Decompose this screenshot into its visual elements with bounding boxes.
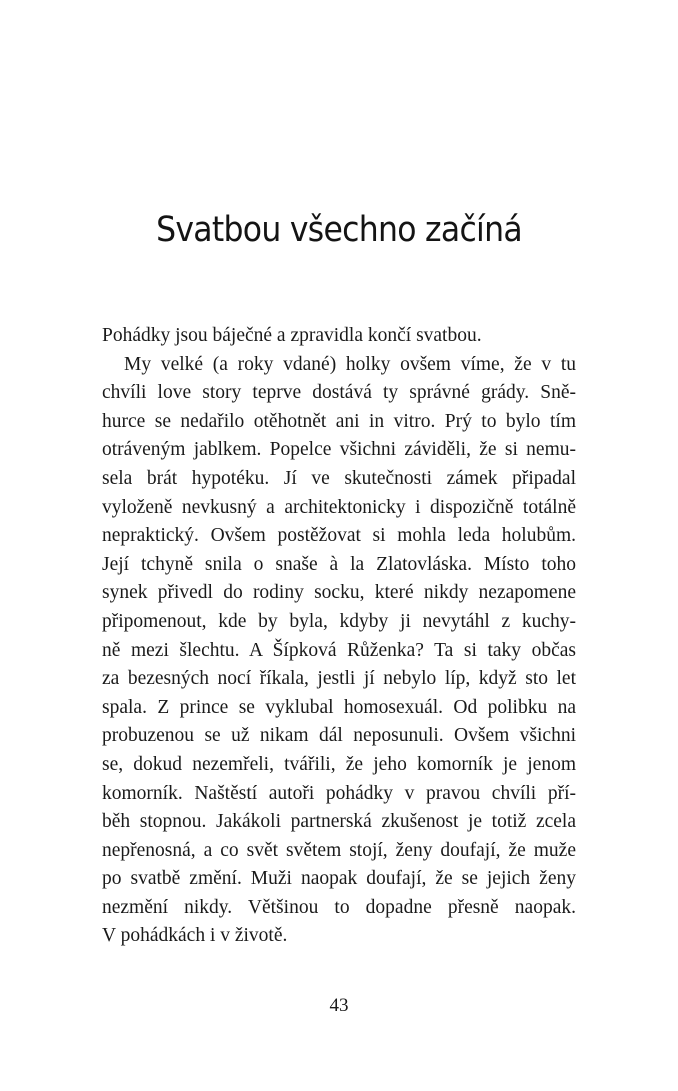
- page-number: 43: [329, 995, 349, 1016]
- text-line: nepřenosná, a co svět světem stojí, ženy doufají, že muže: [102, 839, 576, 861]
- text-line: běh stopnou. Jakákoli partnerská zkušenost je totiž zcela: [102, 811, 576, 833]
- text-line: synek přivedl do rodiny socku, které nikdy nezapomene: [102, 582, 576, 604]
- text-line: komorník. Naštěstí autoři pohádky v pravou chvíli pří-: [102, 782, 576, 804]
- text-line: nezmění nikdy. Většinou to dopadne přesně naopak.: [102, 896, 576, 918]
- text-line: otráveným jablkem. Popelce všichni záviděli, že si nemu-: [102, 439, 576, 461]
- text-line: nepraktický. Ovšem postěžovat si mohla leda holubům.: [102, 525, 576, 547]
- text-line: po svatbě změní. Muži naopak doufají, že se jejich ženy: [102, 868, 576, 890]
- text-line: Její tchyně snila o snaše à la Zlatovláska. Místo toho: [102, 553, 576, 575]
- text-line: připomenout, kde by byla, kdyby ji nevytáhl z kuchy-: [102, 610, 576, 632]
- text-line: spala. Z prince se vyklubal homosexuál. Od polibku na: [102, 696, 576, 718]
- text-line: My velké (a roky vdané) holky ovšem víme, že v tu: [124, 353, 576, 375]
- text-line: vyloženě nevkusný a architektonicky i dispozičně totálně: [102, 496, 576, 518]
- text-line: hurce se nedařilo otěhotnět ani in vitro. Prý to bylo tím: [102, 410, 576, 432]
- text-line: ně mezi šlechtu. A Šípková Růženka? Ta si taky občas: [102, 639, 576, 661]
- chapter-title: Svatbou všechno začíná: [156, 210, 522, 250]
- text-line: chvíli love story teprve dostává ty správné grády. Sně-: [102, 382, 576, 404]
- text-line: V pohádkách i v životě.: [102, 925, 288, 947]
- body-text: [102, 322, 576, 951]
- text-line: se, dokud nezemřeli, tvářili, že jeho komorník je jenom: [102, 753, 576, 775]
- text-line: za bezesných nocí říkala, jestli jí nebylo líp, když sto let: [102, 668, 576, 690]
- text-line: sela brát hypotéku. Jí ve skutečnosti zámek připadal: [102, 467, 576, 489]
- text-line: probuzenou se už nikam dál neposunuli. Ovšem všichni: [102, 725, 576, 747]
- text-line: Pohádky jsou báječné a zpravidla končí svatbou.: [102, 325, 482, 346]
